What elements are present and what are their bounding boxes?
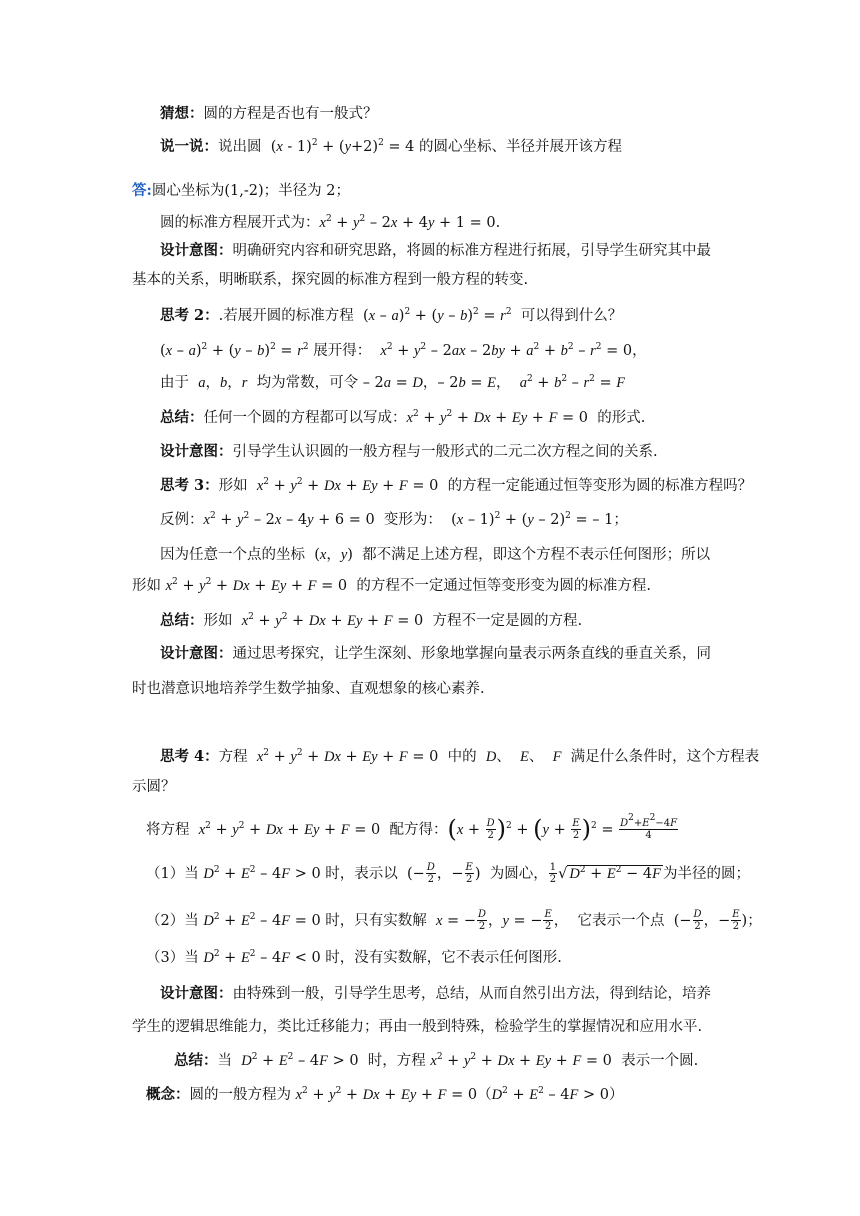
text-say: 说出圆 $(x - 1)^2 + (y+2)^2 = 4$ 的圆心坐标、半径并展开该方程 bbox=[218, 138, 622, 155]
text-guess: 圆的方程是否也有一般式？ bbox=[203, 106, 378, 122]
text-intent-1a: 明确研究内容和研究思路，将圆的标准方程进行拓展，引导学生研究其中最 bbox=[232, 243, 711, 259]
label-think-2: 思考 2： bbox=[160, 307, 219, 324]
text-think-3: 形如 $x^2 + y^2 + Dx + Ey + F = 0$ 的方程一定能通过恒等变形为圆的标准方程吗？ bbox=[218, 477, 753, 494]
label-summary-1: 总结： bbox=[160, 409, 204, 426]
label-intent-2: 设计意图： bbox=[160, 443, 233, 460]
line-complete-square bbox=[146, 813, 679, 843]
line-case-2 bbox=[146, 909, 762, 932]
text-case-3: （3）当 $D^2 + E^2 - 4F < 0$ 时，没有实数解，它不表示任何图形. bbox=[146, 949, 562, 966]
text-reason-a: 因为任意一个点的坐标 (x，y) 都不满足上述方程，即这个方程不表示任何图形；所以 bbox=[160, 547, 711, 563]
text-case-2: （2）当 $D^2 + E^2 - 4F = 0$ 时，只有实数解 x = − $\frac{D}{2}$ ，y = − $\frac{E}{2}$ ， 它表示一个点 (− $\frac{D}{2}$ ，− $\frac{E}{2}$ )； bbox=[146, 909, 762, 932]
line-think-4b bbox=[132, 777, 176, 797]
label-think-4: 思考 4： bbox=[160, 748, 219, 765]
text-answer: 圆心坐标为(1,-2)；半径为 2； bbox=[151, 183, 350, 199]
line-guess bbox=[160, 104, 378, 124]
text-concept: 圆的一般方程为 $x^2 + y^2 + Dx + Ey + F = 0(D^2 + E^2 - 4F > 0)$ bbox=[189, 1086, 624, 1103]
label-say: 说一说： bbox=[160, 138, 218, 155]
line-reason-a bbox=[160, 545, 710, 565]
line-summary-2 bbox=[160, 611, 582, 631]
label-intent-1: 设计意图： bbox=[160, 242, 233, 259]
line-intent-4a bbox=[160, 984, 711, 1004]
text-counterexample: 反例：$x^2 + y^2 - 2x - 4y + 6 = 0$ 变形为： (x – 1)$^2$ + (y – 2)$^2$ = – 1； bbox=[160, 511, 628, 528]
label-answer: 答: bbox=[132, 182, 152, 199]
text-summary-1: 任何一个圆的方程都可以写成：$x^2 + y^2 + Dx + Ey + F = 0$ 的形式. bbox=[203, 409, 646, 426]
line-answer bbox=[132, 181, 350, 201]
line-reason-b bbox=[132, 576, 651, 596]
line-intent-1b bbox=[132, 270, 528, 290]
line-intent-2 bbox=[160, 442, 658, 462]
line-expand-general bbox=[160, 341, 647, 361]
text-intent-4b: 学生的逻辑思维能力，类比迁移能力；再由一般到特殊，检验学生的掌握情况和应用水平. bbox=[132, 1019, 703, 1035]
line-concept bbox=[146, 1085, 623, 1105]
line-think-3 bbox=[160, 476, 752, 496]
text-think-4b: 示圆？ bbox=[132, 779, 176, 795]
label-think-3: 思考 3： bbox=[160, 477, 219, 494]
text-think-4a: 方程 $x^2 + y^2 + Dx + Ey + F = 0$ 中的 D、 E、 F 满足什么条件时，这个方程表 bbox=[218, 748, 760, 765]
label-summary-3: 总结： bbox=[174, 1052, 218, 1069]
text-summary-3: 当 $D^2 + E^2 - 4F > 0$ 时，方程 $x^2 + y^2 + Dx + Ey + F = 0$ 表示一个圆. bbox=[217, 1052, 699, 1069]
text-think-2: .若展开圆的标准方程 $(x - a)^2 + (y - b)^2 = r^2$ 可以得到什么？ bbox=[218, 307, 623, 324]
text-complete-square: 将方程 $x^2 + y^2 + Dx + Ey + F = 0$ 配方得：(x + $\frac{D}{2}$ )$^2$ + (y + $\frac{E}{2}$ )$^2$ = $\frac{D^2+E^2-4F}{4}$ bbox=[146, 813, 678, 843]
text-case-1: （1）当 $D^2 + E^2 - 4F > 0$ 时，表示以 (− $\frac{D}{2}$ ，− $\frac{E}{2}$ ) 为圆心， $\frac{1}{2}$ √ $D^2 + E^2 - 4F$ 为半径的圆； bbox=[146, 862, 750, 885]
line-intent-3b bbox=[132, 679, 485, 699]
text-substitution: 由于 a，b，r 均为常数，可令 – 2a = D，– 2b = E， $a^2 + b^2 - r^2 = F$ bbox=[160, 374, 626, 391]
line-intent-1a bbox=[160, 241, 711, 261]
text-intent-3a: 通过思考探究，让学生深刻、形象地掌握向量表示两条直线的垂直关系，同 bbox=[232, 646, 711, 662]
label-summary-2: 总结： bbox=[160, 612, 204, 629]
line-think-2 bbox=[160, 306, 622, 326]
label-intent-4: 设计意图： bbox=[160, 985, 233, 1002]
line-summary-1 bbox=[160, 408, 645, 428]
label-intent-3: 设计意图： bbox=[160, 645, 233, 662]
text-expand-general: $(x - a)^2 + (y - b)^2 = r^2$ 展开得： $x^2 + y^2 - 2ax - 2by + a^2 + b^2 - r^2 = 0$， bbox=[160, 342, 647, 359]
line-summary-3 bbox=[174, 1051, 698, 1071]
text-reason-b: 形如 $x^2 + y^2 + Dx + Ey + F = 0$ 的方程不一定通过恒等变形变为圆的标准方程. bbox=[132, 577, 651, 594]
text-expansion: 圆的标准方程展开式为：$x^2 + y^2 - 2x + 4y + 1 = 0$. bbox=[160, 214, 501, 231]
line-case-1 bbox=[146, 862, 750, 885]
line-intent-4b bbox=[132, 1017, 702, 1037]
text-intent-3b: 时也潜意识地培养学生数学抽象、直观想象的核心素养. bbox=[132, 681, 485, 697]
line-expansion bbox=[160, 213, 500, 233]
text-intent-2: 引导学生认识圆的一般方程与一般形式的二元二次方程之间的关系. bbox=[232, 444, 658, 460]
label-guess: 猜想： bbox=[160, 105, 204, 122]
line-substitution bbox=[160, 373, 625, 393]
label-concept: 概念： bbox=[146, 1086, 190, 1103]
line-counterexample bbox=[160, 510, 628, 530]
line-say bbox=[160, 137, 622, 157]
line-think-4a bbox=[160, 747, 759, 767]
text-summary-2: 形如 $x^2 + y^2 + Dx + Ey + F = 0$ 方程不一定是圆的方程. bbox=[203, 612, 583, 629]
line-intent-3a bbox=[160, 644, 711, 664]
text-intent-4a: 由特殊到一般，引导学生思考，总结，从而自然引出方法，得到结论，培养 bbox=[232, 986, 711, 1002]
text-intent-1b: 基本的关系，明晰联系，探究圆的标准方程到一般方程的转变. bbox=[132, 272, 529, 288]
line-case-3 bbox=[146, 948, 562, 968]
